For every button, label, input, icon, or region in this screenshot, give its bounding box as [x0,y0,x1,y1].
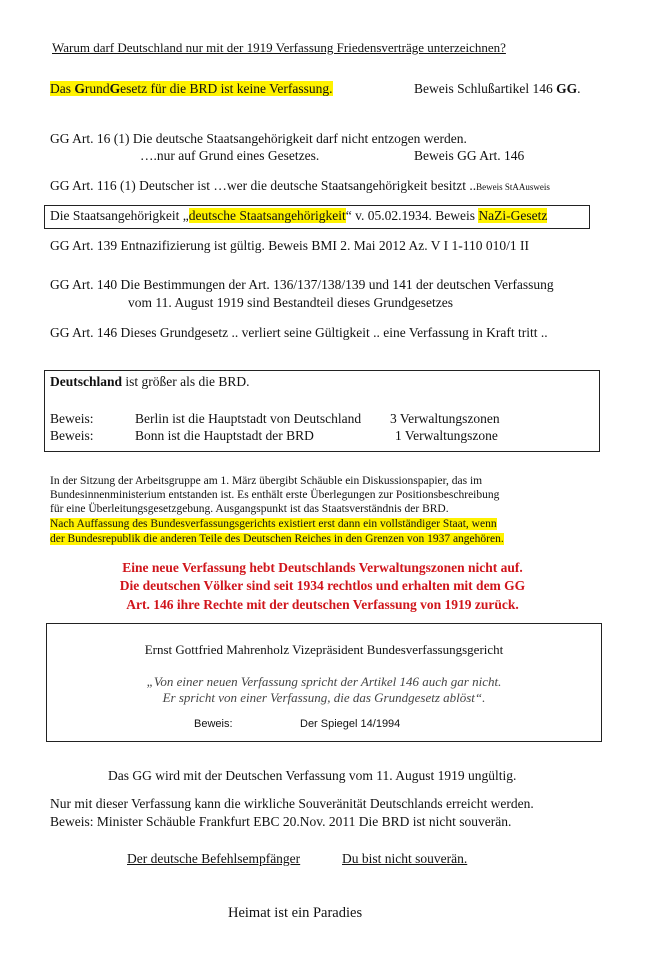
gg-proof-end: . [577,81,581,96]
germany-bold: Deutschland [50,374,123,389]
paragraph-line1: In der Sitzung der Arbeitsgruppe am 1. März übergibt Schäuble ein Diskussionspapier, das im [50,475,483,487]
paragraph-highlight1 [50,517,497,531]
gg-mid: rund [84,81,110,96]
grundgesetz-statement [50,81,333,97]
red-line2: Die deutschen Völker sind seit 1934 rechtlos und erhalten mit dem GG [119,578,526,593]
germany-row1-label: Beweis: [50,411,94,426]
red-line1: Eine neue Verfassung hebt Deutschlands Verwaltungszonen nicht auf. [122,560,523,575]
page-heading: Warum darf Deutschland nur mit der 1919 Verfassung Friedensverträge unterzeichnen? [52,40,506,55]
art140-line2: vom 11. August 1919 sind Bestandteil dieses Grundgesetzes [128,295,453,310]
quote-line2: Er spricht von einer Verfassung, die das Grundgesetz ablöst“. [162,690,486,705]
germany-rest: ist größer als die BRD. [122,374,250,389]
sovereignty-line1: Nur mit dieser Verfassung kann die wirkliche Souveränität Deutschlands erreicht werden. [50,796,534,811]
paragraph-line3: für eine Überleitungsgesetzgebung. Ausgangspunkt ist das Staatsverständnis der BRD. [50,503,449,515]
art116-text: GG Art. 116 (1) Deutscher ist …wer die deutsche Staatsangehörigkeit besitzt .. [50,178,477,193]
red-line3: Art. 146 ihre Rechte mit der deutschen Verfassung von 1919 zurück. [126,597,519,612]
germany-row2-zones: 1 Verwaltungszone [395,428,498,443]
paragraph-highlight2-text: der Bundesrepublik die anderen Teile des Deutschen Reiches in den Grenzen von 1937 angehören. [50,533,504,545]
boxed-mid: “ v. 05.02.1934. Beweis [345,208,479,223]
gg-bold-g1: G [74,81,85,96]
grundgesetz-highlight [50,81,333,96]
art116-small-proof: Beweis StAAusweis [476,182,550,192]
gg-pre: Das [50,81,75,96]
gg-invalid-line: Das GG wird mit der Deutschen Verfassung vom 11. August 1919 ungültig. [108,768,517,783]
grundgesetz-proof [414,81,581,97]
gg-bold-g2: G [109,81,121,96]
closing-line: Heimat ist ein Paradies [228,905,363,921]
boxed-highlight: deutsche Staatsangehörigkeit [188,208,346,223]
art16-line2: ….nur auf Grund eines Gesetzes. [140,148,320,163]
germany-box-title [50,374,250,390]
boxed-highlight2: NaZi-Gesetz [478,208,548,223]
gg-proof-bold: GG [556,81,578,96]
germany-row2-text: Bonn ist die Hauptstadt der BRD [135,428,314,443]
gg-post: esetz für die BRD ist keine Verfassung. [120,81,333,96]
paragraph-line2: Bundesinnenministerium entstanden ist. Es enthält erste Überlegungen zur Positionsbeschreibung [50,489,500,501]
nicht-souveraen-link[interactable]: Du bist nicht souverän. [342,851,468,866]
germany-row2-label: Beweis: [50,428,94,443]
art16-proof: Beweis GG Art. 146 [414,148,525,163]
art140-line1: GG Art. 140 Die Bestimmungen der Art. 136/137/138/139 und 141 der deutschen Verfassung [50,277,554,292]
quote-proof-label: Beweis: [194,718,233,730]
quote-title: Ernst Gottfried Mahrenholz Vizepräsident Bundesverfassungsgericht [144,642,504,657]
art139-line: GG Art. 139 Entnazifizierung ist gültig. Beweis BMI 2. Mai 2012 Az. V I 1-110 010/1 II [50,238,529,253]
gg-proof-text: Beweis Schlußartikel 146 [414,81,557,96]
art16-line1: GG Art. 16 (1) Die deutsche Staatsangehörigkeit darf nicht entzogen werden. [50,131,467,146]
quote-line1: „Von einer neuen Verfassung spricht der Artikel 146 auch gar nicht. [146,674,502,689]
paragraph-highlight2 [50,532,504,546]
germany-row1-zones: 3 Verwaltungszonen [390,411,500,426]
boxed-pre: Die Staatsangehörigkeit „ [50,208,189,223]
art146-line: GG Art. 146 Dieses Grundgesetz .. verliert seine Gültigkeit .. eine Verfassung in Kraft tritt .. [50,325,548,340]
germany-row1-text: Berlin ist die Hauptstadt von Deutschland [135,411,362,426]
staatsangehoerigkeit-line [50,208,547,224]
befehlsempfaenger-link[interactable]: Der deutsche Befehlsempfänger [127,851,301,866]
quote-proof-source: Der Spiegel 14/1994 [300,718,401,730]
paragraph-highlight1-text: Nach Auffassung des Bundesverfassungsgerichts existiert erst dann ein vollständiger Staat, wenn [50,518,497,530]
sovereignty-line2: Beweis: Minister Schäuble Frankfurt EBC 20.Nov. 2011 Die BRD ist nicht souverän. [50,814,512,829]
art116-line [50,178,550,194]
